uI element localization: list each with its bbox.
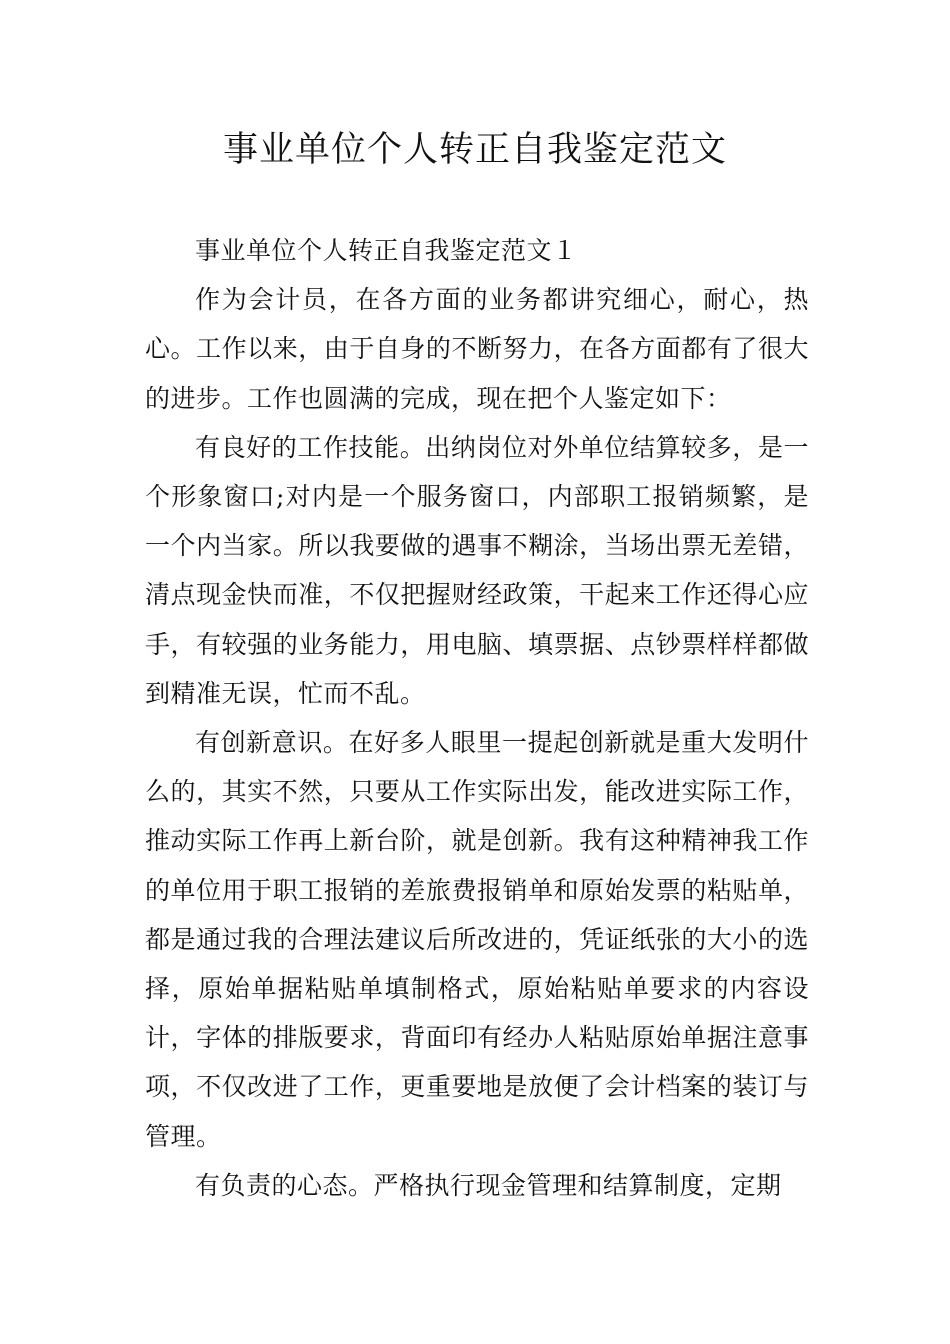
paragraph-innovation: 有创新意识。在好多人眼里一提起创新就是重大发明什么的，其实不然，只要从工作实际出发，能改进实际工作，推动实际工作再上新台阶，就是创新。我有这种精神我工作的单位用于职工报销的差旅费报销单和原始发票的粘贴单，都是通过我的合理法建议后所改进的，凭证纸张的大小的选择，原始单据粘贴单填制格式，原始粘贴单要求的内容设计，字体的排版要求，背面印有经办人粘贴原始单据注意事项，不仅改进了工作，更重要地是放便了会计档案的装订与管理。 [145, 728, 809, 1151]
paragraph-responsibility: 有负责的心态。严格执行现金管理和结算制度，定期 [195, 1170, 782, 1200]
document-body [145, 226, 809, 1210]
paragraph-intro: 作为会计员，在各方面的业务都讲究细心，耐心，热心。工作以来，由于自身的不断努力，在各方面都有了很大的进步。工作也圆满的完成，现在把个人鉴定如下： [145, 285, 809, 413]
document-title: 事业单位个人转正自我鉴定范文 [222, 130, 727, 170]
section-heading: 事业单位个人转正自我鉴定范文１ [195, 236, 578, 265]
paragraph-skills: 有良好的工作技能。出纳岗位对外单位结算较多，是一个形象窗口;对内是一个服务窗口，内部职工报销频繁，是一个内当家。所以我要做的遇事不糊涂，当场出票无差错，清点现金快而准，不仅把握财经政策，干起来工作还得心应手，有较强的业务能力，用电脑、填票据、点钞票样样都做到精准无误，忙而不乱。 [145, 432, 809, 708]
